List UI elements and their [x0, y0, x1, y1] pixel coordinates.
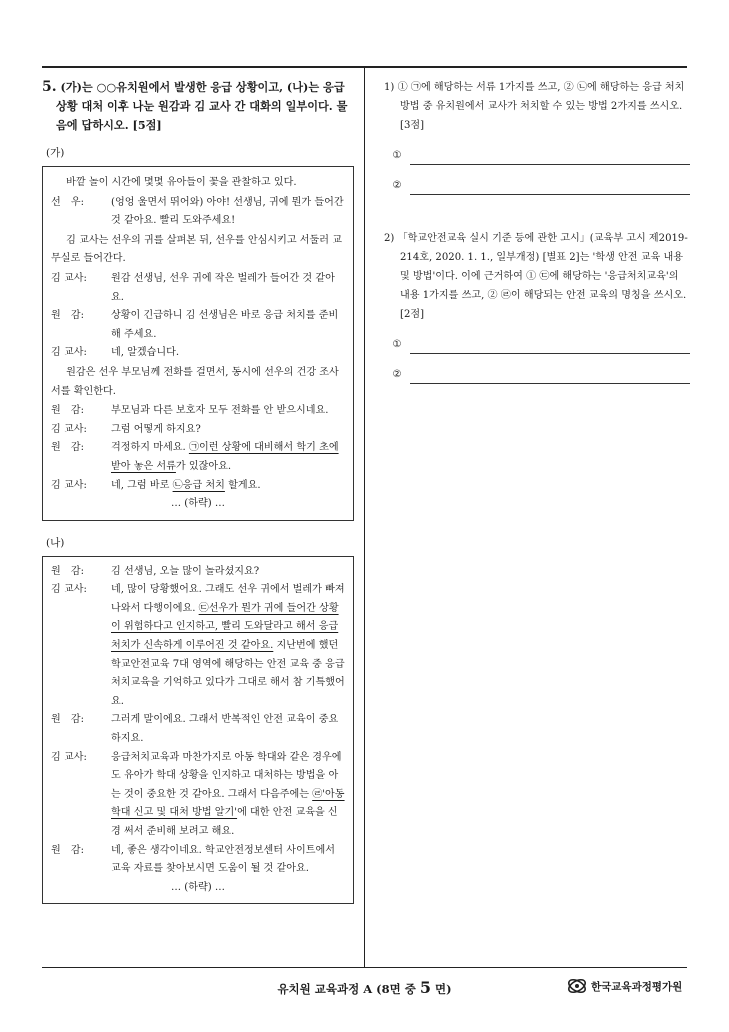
dialogue-line — [51, 402, 345, 421]
speaker-label: 원 감: — [51, 442, 84, 454]
omission-marker: … (하략) … — [171, 881, 225, 893]
section-a-label: (가) — [46, 147, 65, 159]
omission-marker: … (하략) … — [171, 498, 225, 510]
utterance-text-after: 할게요. — [224, 479, 261, 491]
utterance-text-after: 가 있잖아요. — [175, 460, 232, 472]
answer-blank — [410, 150, 690, 165]
question-header — [42, 78, 354, 135]
speaker-label: 김 교사: — [51, 272, 87, 284]
narration-line: 바깥 놀이 시간에 몇몇 유아들이 꽃을 관찰하고 있다. — [66, 177, 297, 188]
footer-page-number: 5 — [419, 978, 431, 997]
sub-question-text: 2) 「학교안전교육 실시 기준 등에 관한 고시」(교육부 고시 제2019-214호, 2020. 1. 1., 일부개정) [별표 2]는 '학생 안전 교육 내용 및 방법'이다. 이에 근거하여 ① ㉢에 해당하는 '응급처치교육'의 내용 1가지를 쓰고, ② ㉣이 해당되는 안전 교육의 명칭을 쓰시오. [2점] — [384, 233, 688, 320]
dialogue-line — [51, 581, 345, 711]
section-b-box — [42, 556, 354, 905]
utterance — [111, 402, 345, 421]
dialogue-line — [51, 194, 345, 231]
left-column — [42, 78, 354, 904]
underlined-phrase: ㉡응급 처치 — [172, 479, 225, 491]
utterance-text: (엉엉 울면서 뛰어와) 아야! 선생님, 귀에 뭔가 들어간 것 같아요. 빨리 도와주세요! — [111, 196, 344, 227]
org-logo — [566, 976, 682, 996]
dialogue-line — [51, 307, 345, 344]
utterance — [111, 711, 345, 748]
underlined-phrase: ㉣'아동 학대 신고 및 대처 방법 알기' — [111, 788, 345, 819]
utterance-text: 걱정하지 마세요. — [111, 442, 189, 454]
speaker-label: 김 교사: — [51, 584, 87, 596]
speaker-label: 원 감: — [51, 405, 84, 417]
speaker-label: 김 교사: — [51, 479, 87, 491]
utterance — [111, 307, 345, 344]
answer-marker: ② — [392, 369, 402, 380]
right-column — [384, 78, 690, 384]
utterance-text: 그럼 어떻게 하지요? — [111, 423, 201, 435]
sub-question-text: 1) ① ㉠에 해당하는 서류 1가지를 쓰고, ② ㉡에 해당하는 응급 처치 방법 중 유치원에서 교사가 처치할 수 있는 방법 2가지를 쓰시오. [3점] — [384, 82, 685, 131]
utterance — [111, 194, 345, 231]
utterance-text: 응급처치교육과 마찬가지로 아동 학대와 같은 경우에도 유아가 학대 상황을 인지하고 대처하는 방법을 아는 것이 중요한 것 같아요. 그래서 다음주에는 — [111, 751, 342, 800]
speaker-label: 원 감: — [51, 310, 84, 322]
dialogue-line — [51, 344, 345, 363]
answer-blank — [410, 369, 690, 384]
footer — [0, 976, 729, 1000]
dialogue-line — [51, 749, 345, 842]
dialogue-line — [51, 563, 345, 582]
narration-line: 원감은 선우 부모님께 전화를 걸면서, 동시에 선우의 건강 조사서를 확인한다. — [51, 366, 339, 397]
utterance-text: 네, 그럼 바로 — [111, 479, 173, 491]
utterance-text: 상황이 긴급하니 김 선생님은 바로 응급 처치를 준비해 주세요. — [111, 310, 339, 340]
utterance — [111, 842, 345, 879]
bottom-rule — [42, 967, 687, 968]
column-divider — [364, 66, 365, 968]
answer-line — [384, 143, 690, 165]
answer-blank — [410, 180, 690, 195]
speaker-label: 선 우: — [51, 196, 84, 208]
utterance-text: 네, 많이 당황했어요. 그래도 선우 귀에서 벌레가 빠져 나와서 다행이에요. — [111, 584, 345, 614]
utterance-text: 부모님과 다른 보호자 모두 전화를 안 받으시네요. — [111, 405, 329, 417]
utterance — [111, 477, 345, 496]
dialogue-line — [51, 421, 345, 440]
section-b-label: (나) — [46, 536, 65, 549]
answer-blank — [410, 339, 690, 354]
answer-line — [384, 362, 690, 384]
utterance-text: 그러게 말이에요. 그래서 반복적인 안전 교육이 중요하지요. — [111, 714, 339, 745]
question-prompt: (가)는 ○○유치원에서 발생한 응급 상황이고, (나)는 응급 상황 대처 이후 나눈 원감과 김 교사 간 대화의 일부이다. 물음에 답하시오. [5점] — [56, 80, 348, 132]
speaker-label: 김 교사: — [51, 347, 87, 359]
section-a-box — [42, 166, 354, 521]
utterance — [111, 581, 345, 711]
speaker-label: 원 감: — [51, 565, 84, 577]
answer-marker: ② — [392, 180, 402, 191]
dialogue-line — [51, 270, 345, 307]
sub-question — [384, 229, 690, 384]
utterance-text: 김 선생님, 오늘 많이 놀라셨지요? — [111, 565, 260, 577]
speaker-label: 김 교사: — [51, 751, 87, 763]
dialogue-line — [51, 439, 345, 476]
answer-marker: ① — [392, 150, 402, 161]
speaker-label: 원 감: — [51, 844, 84, 856]
footer-prefix: 유치원 교육과정 A (8면 중 — [277, 982, 420, 996]
kice-emblem-icon — [566, 976, 588, 996]
answer-line — [384, 173, 690, 195]
utterance-text-after: 에 대한 안전 교육을 신경 써서 준비해 보려고 해요. — [111, 807, 338, 837]
utterance — [111, 439, 345, 476]
sub-question — [384, 78, 690, 195]
org-name: 한국교육과정평가원 — [591, 980, 683, 993]
utterance — [111, 270, 345, 307]
utterance — [111, 344, 345, 363]
utterance-text-after: 지난번에 했던 학교안전교육 7대 영역에 해당하는 안전 교육 중 응급처치교육을 기억하고 있다가 그대로 해서 참 기특했어요. — [111, 640, 345, 707]
answer-marker: ① — [392, 339, 402, 350]
speaker-label: 김 교사: — [51, 423, 87, 435]
narration-line: 김 교사는 선우의 귀를 살펴본 뒤, 선우를 안심시키고 서둘러 교무실로 들어간다. — [51, 234, 342, 265]
utterance-text: 원감 선생님, 선우 귀에 작은 벌레가 들어간 것 같아요. — [111, 272, 335, 303]
dialogue-line — [51, 711, 345, 748]
underlined-phrase: ㉠이런 상황에 대비해서 학기 초에 받아 놓은 서류 — [111, 442, 339, 472]
question-number: 5. — [42, 79, 57, 95]
utterance — [111, 749, 345, 842]
utterance — [111, 421, 345, 440]
utterance-text: 네, 알겠습니다. — [111, 347, 180, 359]
underlined-phrase: ㉢선우가 뭔가 귀에 들어간 상황이 위험하다고 인지하고, 빨리 도와달라고 해서 응급 처치가 신속하게 이루어진 것 같아요. — [111, 602, 339, 652]
utterance — [111, 563, 345, 582]
dialogue-line — [51, 842, 345, 879]
footer-suffix: 면) — [430, 982, 452, 996]
answer-line — [384, 332, 690, 354]
utterance-text: 네, 좋은 생각이네요. 학교안전정보센터 사이트에서 교육 자료를 찾아보시면 도움이 될 것 같아요. — [111, 844, 336, 875]
dialogue-line — [51, 477, 345, 496]
speaker-label: 원 감: — [51, 714, 84, 726]
